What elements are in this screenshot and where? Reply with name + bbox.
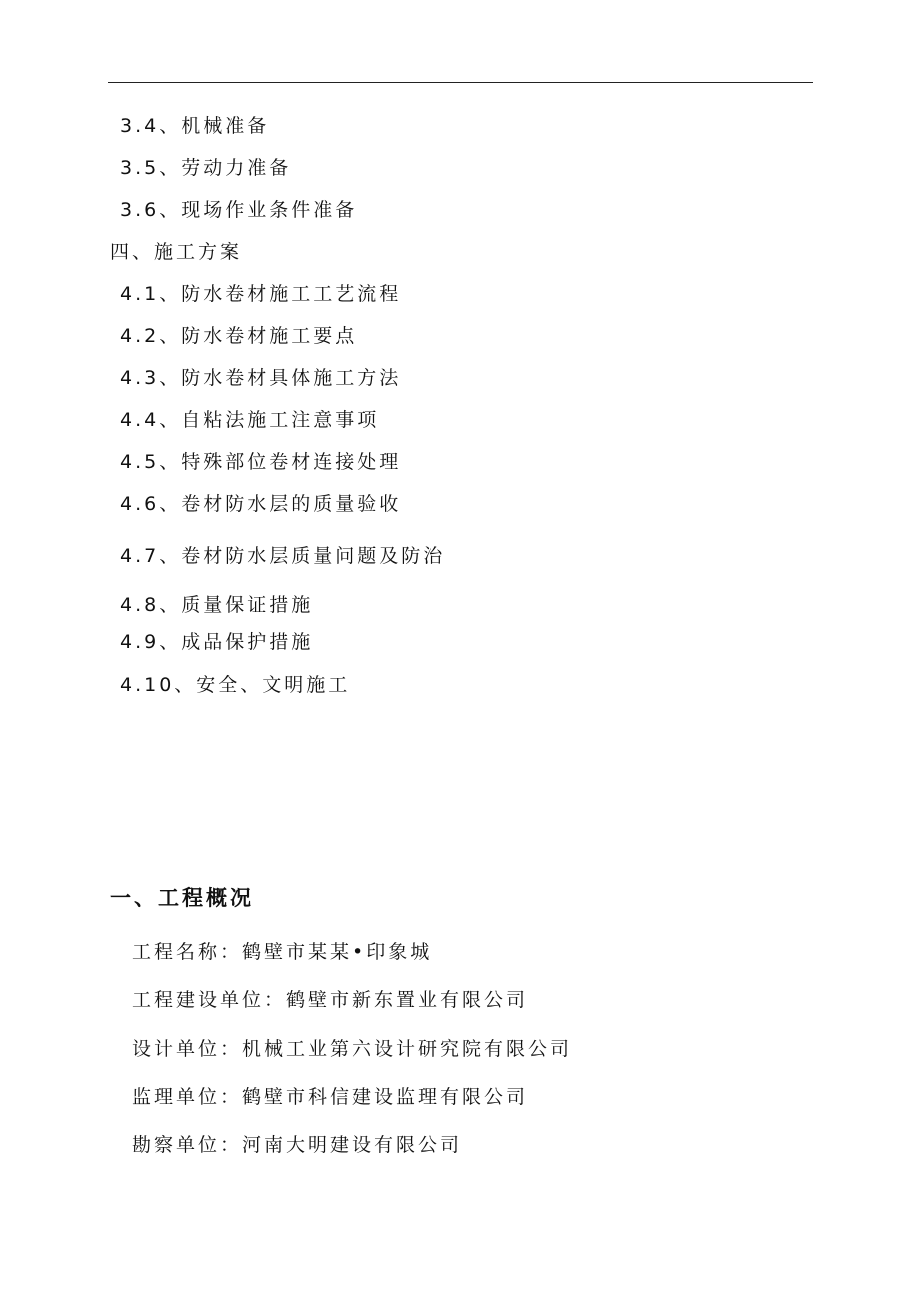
- toc-item: 4.10、安全、文明施工: [120, 674, 351, 696]
- toc-item: 3.6、现场作业条件准备: [120, 199, 358, 221]
- toc-item: 4.3、防水卷材具体施工方法: [120, 367, 402, 389]
- survey-unit: 勘察单位：河南大明建设有限公司: [132, 1134, 463, 1156]
- header-rule: [108, 82, 813, 83]
- toc-item: 4.9、成品保护措施: [120, 631, 314, 653]
- toc-item: 4.1、防水卷材施工工艺流程: [120, 283, 402, 305]
- toc-item: 4.2、防水卷材施工要点: [120, 325, 358, 347]
- construction-unit: 工程建设单位：鹤壁市新东置业有限公司: [132, 989, 529, 1011]
- toc-item: 4.8、质量保证措施: [120, 594, 314, 616]
- toc-item: 4.4、自粘法施工注意事项: [120, 409, 380, 431]
- section-heading: 一、工程概况: [110, 886, 254, 910]
- toc-item: 4.5、特殊部位卷材连接处理: [120, 451, 402, 473]
- toc-item: 3.5、劳动力准备: [120, 157, 292, 179]
- toc-item: 3.4、机械准备: [120, 115, 270, 137]
- toc-item: 4.7、卷材防水层质量问题及防治: [120, 545, 446, 567]
- supervision-unit: 监理单位：鹤壁市科信建设监理有限公司: [132, 1086, 529, 1108]
- toc-section-heading: 四、施工方案: [110, 241, 243, 263]
- design-unit: 设计单位：机械工业第六设计研究院有限公司: [132, 1038, 573, 1060]
- toc-item: 4.6、卷材防水层的质量验收: [120, 493, 402, 515]
- project-name: 工程名称：鹤壁市某某•印象城: [132, 941, 433, 963]
